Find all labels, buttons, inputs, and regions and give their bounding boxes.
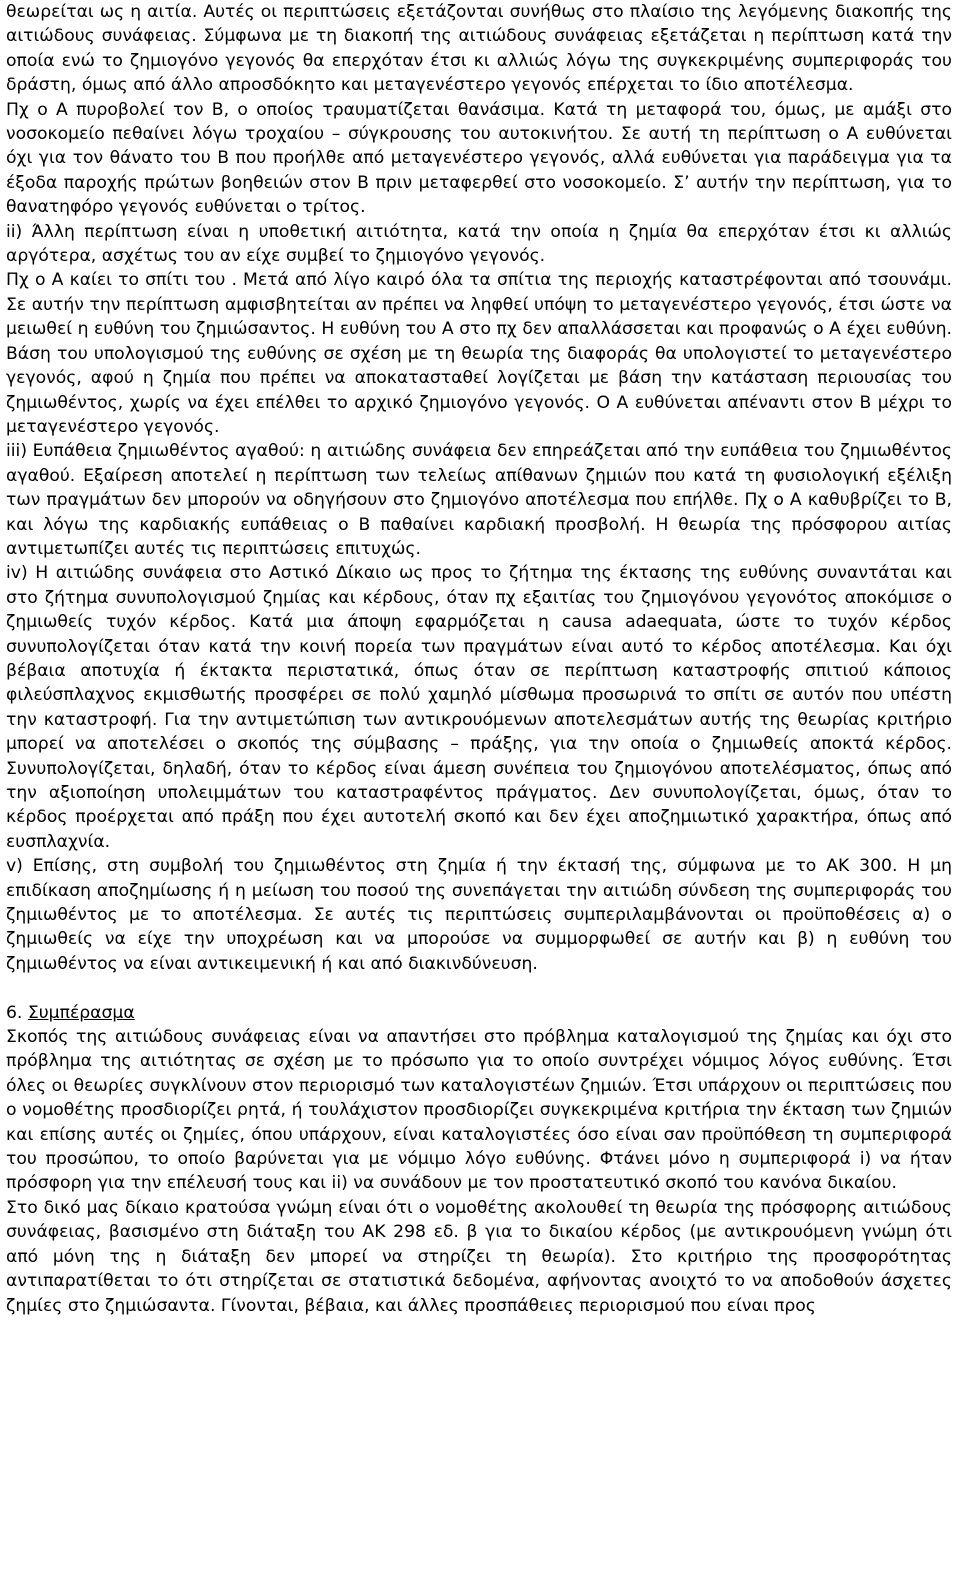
- body-paragraph: ii) Άλλη περίπτωση είναι η υποθετική αιτιότητα, κατά την οποία η ζημία θα επερχόταν έτσι κι αλλιώς αργότερα, ασχέτως του αν είχε συμβεί το ζημιογόνο γεγονός.: [6, 221, 952, 267]
- section-number: 6.: [6, 1002, 23, 1023]
- body-paragraph: iv) Η αιτιώδης συνάφεια στο Αστικό Δίκαιο ως προς το ζήτημα της έκτασης της ευθύνης συναντάται και στο ζήτημα συνυπολογισμού ζημίας και κέρδους, όταν πχ εξαιτίας του ζημιογόνου γεγονότος αποκόμισε ο ζημιωθείς τυχόν κέρδος. Κατά μια άποψη εφαρμόζεται η causa adaequata, ώστε το τυχόν κέρδος συνυπολογίζεται όταν κατά την κοινή πορεία των πραγμάτων είναι αυτό το κέρδος αποτέλεσμα. Και όχι βέβαια αποτυχία ή έκτακτα περιστατικά, όπως όταν σε περίπτωση καταστροφής σπιτιού κάποιος φιλεύσπλαχνος εκμισθωτής προσφέρει σε πολύ χαμηλό μίσθωμα προσωρινά το σπίτι σε αυτόν που υπέστη την καταστροφή. Για την αντιμετώπιση των αντικρουόμενων αποτελεσμάτων αυτής της θεωρίας κριτήριο μπορεί να αποτελέσει ο σκοπός της σύμβασης – πράξης, για την οποία ο ζημιωθείς αποκτά κέρδος. Συνυπολογίζεται, δηλαδή, όταν το κέρδος είναι άμεση συνέπεια του ζημιογόνου αποτελέσματος, όπως από την αξιοποίηση υπολειμμάτων του καταστραφέντος πράγματος. Δεν συνυπολογίζεται, όμως, όταν το κέρδος προέρχεται από πράξη που έχει αυτοτελή σκοπό και δεν έχει αποζημιωτικό χαρακτήρα, όπως από ευσπλαχνία.: [6, 563, 952, 852]
- section-heading: [6, 1001, 952, 1025]
- body-paragraph: iii) Ευπάθεια ζημιωθέντος αγαθού: η αιτιώδης συνάφεια δεν επηρεάζεται από την ευπάθεια του ζημιωθέντος αγαθού. Εξαίρεση αποτελεί η περίπτωση των τελείως απίθανων ζημιών που κατά τη φυσιολογική εξέλιξη των πραγμάτων δεν μπορούν να οδηγήσουν στο ζημιογόνο αποτέλεσμα που επήλθε. Πχ ο Α καθυβρίζει το Β, και λόγω της καρδιακής ευπάθειας ο Β παθαίνει καρδιακή προσβολή. Η θεωρία της πρόσφορου αιτίας αντιμετωπίζει αυτές τις περιπτώσεις επιτυχώς.: [6, 441, 952, 559]
- body-paragraph: Στο δικό μας δίκαιο κρατούσα γνώμη είναι ότι ο νομοθέτης ακολουθεί τη θεωρία της πρόσφορης αιτιώδους συνάφειας, βασισμένο στη διάταξη του ΑΚ 298 εδ. β για το δικαίου κέρδος (με αντικρουόμενη γνώμη ότι από μόνη της η διάταξη δεν μπορεί να στηρίζει τη θεωρία). Στο κριτήριο της προσφορότητας αντιπαρατίθεται το ότι στηρίζεται σε στατιστικά δεδομένα, αφήνοντας ανοιχτό το να αποδοθούν άσχετες ζημίες στο ζημιώσαντα. Γίνονται, βέβαια, και άλλες προσπάθειες περιορισμού που είναι προς: [6, 1197, 952, 1316]
- body-paragraph: θεωρείται ως η αιτία. Αυτές οι περιπτώσεις εξετάζονται συνήθως στο πλαίσιο της λεγόμενης διακοπής της αιτιώδους συνάφειας. Σύμφωνα με τη διακοπή της αιτιώδους συνάφειας εξετάζεται η περίπτωση κατά την οποία ενώ το ζημιογόνο γεγονός θα επερχόταν έτσι κι αλλιώς λόγω της συγκεκριμένης συμπεριφοράς του δράστη, όμως από άλλο απροσδόκητο και μεταγενέστερο γεγονός επέρχεται το ίδιο αποτέλεσμα.: [6, 2, 952, 96]
- body-paragraph: Σκοπός της αιτιώδους συνάφειας είναι να απαντήσει στο πρόβλημα καταλογισμού της ζημίας και όχι στο πρόβλημα της αιτιότητας σε σχέση με το πρόσωπο για το οποίο συντρέχει νόμιμος λόγος ευθύνης. Έτσι όλες οι θεωρίες συγκλίνουν στον περιορισμό των καταλογιστέων ζημιών. Έτσι υπάρχουν οι περιπτώσεις που ο νομοθέτης προσδιορίζει ρητά, ή τουλάχιστον προσδιορίζει συγκεκριμένα κριτήρια την έκταση των ζημιών και επίσης αυτές οι ζημίες, όπου υπάρχουν, είναι καταλογιστέες όσο είναι σαν προϋπόθεση τη συμπεριφορά του προσώπου, το οποίο βαρύνεται για με νόμιμο λόγο ευθύνης. Φτάνει μόνο η συμπεριφορά i) να ήταν πρόσφορη για την επέλευσή τους και ii) να συνάδουν με τον προστατευτικό σκοπό του κανόνα δικαίου.: [6, 1027, 952, 1194]
- example-paragraph: Πχ ο Α πυροβολεί τον Β, ο οποίος τραυματίζεται θανάσιμα. Κατά τη μεταφορά του, όμως, με αμάξι στο νοσοκομείο πεθαίνει λόγω τροχαίου – σύγκρουσης του αυτοκινήτου. Σε αυτή τη περίπτωση ο Α ευθύνεται όχι για τον θάνατο του Β που προήλθε από μεταγενέστερο γεγονός, αλλά ευθύνεται για παράδειγμα για τα έξοδα παροχής πρώτων βοηθειών στον Β πριν μεταφερθεί στο νοσοκομείο. Σ’ αυτήν την περίπτωση, για το θανατηφόρο γεγονός ευθύνεται ο τρίτος.: [6, 99, 952, 218]
- paragraph-spacer: [6, 976, 952, 1000]
- example-paragraph: Πχ ο Α καίει το σπίτι του . Μετά από λίγο καιρό όλα τα σπίτια της περιοχής καταστρέφονται από τσουνάμι. Σε αυτήν την περίπτωση αμφισβητείται αν πρέπει να ληφθεί υπόψη το μεταγενέστερο γεγονός, έτσι ώστε να μειωθεί η ευθύνη του ζημιώσαντος. Η ευθύνη του Α στο πχ δεν απαλλάσσεται και προφανώς ο Α έχει ευθύνη. Βάση του υπολογισμού της ευθύνης σε σχέση με τη θεωρία της διαφοράς θα υπολογιστεί το μεταγενέστερο γεγονός, αφού η ζημία που πρέπει να αποκατασταθεί λογίζεται με βάση την κατάσταση περιουσίας του ζημιωθέντος, χωρίς να έχει επέλθει το αρχικό ζημιογόνο γεγονός. Ο Α ευθύνεται απέναντι στον Β μέχρι το μεταγενέστερο γεγονός.: [6, 270, 952, 437]
- body-paragraph: v) Επίσης, στη συμβολή του ζημιωθέντος στη ζημία ή την έκτασή της, σύμφωνα με το ΑΚ 300. Η μη επιδίκαση αποζημίωσης ή η μείωση του ποσού της συνεπάγεται την αιτιώδη σύνδεση της συμπεριφοράς του ζημιωθέντος με το αποτέλεσμα. Σε αυτές τις περιπτώσεις συμπεριλαμβάνονται οι προϋποθέσεις α) ο ζημιωθείς να είχε την υποχρέωση και να μπορούσε να συμμορφωθεί σε αυτήν και β) η ευθύνη του ζημιωθέντος να είναι αντικειμενική ή και από διακινδύνευση.: [6, 856, 952, 974]
- section-title: Συμπέρασμα: [27, 1002, 135, 1023]
